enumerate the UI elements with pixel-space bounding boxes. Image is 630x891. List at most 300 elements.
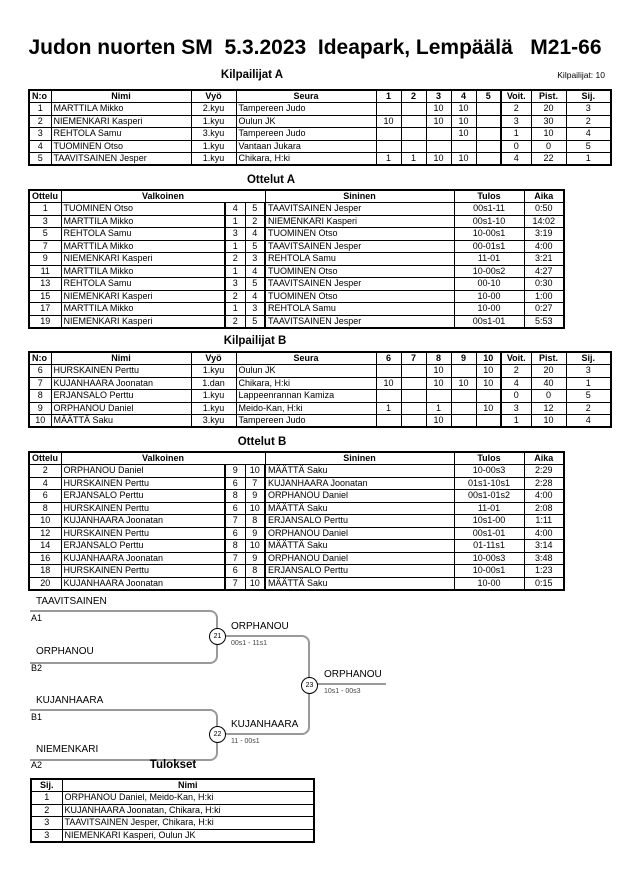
cell: 3:48 (524, 552, 564, 565)
cell: 1 (225, 265, 245, 278)
cell: 6 (225, 502, 245, 515)
cell: 3 (566, 365, 611, 378)
cell: NIEMENKARI Kasperi (51, 115, 191, 128)
cell: 2 (225, 253, 245, 266)
cell: 1 (29, 103, 51, 116)
table-row (29, 552, 564, 565)
cell: TUOMINEN Otso (61, 203, 225, 216)
column-header: 10 (476, 352, 501, 365)
cell: 1 (426, 402, 451, 415)
cell: 10-00s1 (454, 565, 524, 578)
section-title-kilpailijat-a: Kilpailijat A (220, 69, 284, 81)
cell: TAAVITSAINEN Jesper (51, 153, 191, 166)
cell (476, 128, 501, 141)
cell: 10 (29, 415, 51, 428)
cell (426, 390, 451, 403)
cell: ERJANSALO Perttu (51, 390, 191, 403)
table-row (29, 215, 564, 228)
cell: 2 (501, 103, 531, 116)
cell: 5 (245, 203, 265, 216)
cell: 7 (29, 377, 51, 390)
cell: ORPHANOU Daniel, Meido-Kan, H:ki (62, 792, 314, 805)
cell: 00s1-11 (454, 203, 524, 216)
cell: 0 (531, 390, 566, 403)
cell: 13 (29, 278, 61, 291)
cell: 20 (29, 577, 61, 590)
table-row (29, 365, 611, 378)
cell: 20 (531, 365, 566, 378)
bracket-winner-name: ORPHANOU (324, 669, 382, 680)
cell: 3:14 (524, 540, 564, 553)
cell: TAAVITSAINEN Jesper, Chikara, H:ki (62, 817, 314, 830)
cell: 8 (225, 540, 245, 553)
cell: ORPHANOU Daniel (265, 552, 454, 565)
cell: 15 (29, 290, 61, 303)
cell: 3:19 (524, 228, 564, 241)
bracket-slot-name: TAAVITSAINEN (36, 596, 107, 607)
cell: 1:23 (524, 565, 564, 578)
cell: 10 (451, 377, 476, 390)
cell (401, 115, 426, 128)
bracket-slot-seed: A2 (31, 760, 43, 770)
cell: Vantaan Jukara (236, 140, 376, 153)
competitors-count: Kilpailijat: 10 (557, 70, 605, 80)
cell (401, 103, 426, 116)
cell: ORPHANOU Daniel (265, 490, 454, 503)
cell: 10-00s2 (454, 265, 524, 278)
cell: 1.kyu (191, 390, 236, 403)
cell: 0:50 (524, 203, 564, 216)
column-header: Valkoinen (61, 452, 265, 465)
ottelut-a-table (28, 189, 565, 329)
cell: MÄÄTTÄ Saku (265, 502, 454, 515)
cell: 11-01 (454, 502, 524, 515)
cell: ERJANSALO Perttu (265, 515, 454, 528)
bracket-winner-name: KUJANHAARA (231, 719, 299, 730)
table-row (29, 115, 611, 128)
column-header: Vyö (191, 90, 236, 103)
table-row (29, 390, 611, 403)
cell: 5 (245, 240, 265, 253)
cell: 2 (29, 465, 61, 478)
cell: 1 (376, 402, 401, 415)
table-row (31, 829, 314, 842)
cell: 40 (531, 377, 566, 390)
cell: Tampereen Judo (236, 415, 376, 428)
cell (476, 415, 501, 428)
cell (376, 415, 401, 428)
column-header: Sininen (265, 452, 454, 465)
cell (451, 402, 476, 415)
cell: KUJANHAARA Joonatan, Chikara, H:ki (62, 804, 314, 817)
cell (376, 140, 401, 153)
cell: ERJANSALO Perttu (61, 490, 225, 503)
cell: 10-00s3 (454, 552, 524, 565)
cell: 4 (501, 153, 531, 166)
cell: 4 (29, 477, 61, 490)
table-row (29, 265, 564, 278)
cell: 00s1-01s2 (454, 490, 524, 503)
cell: 8 (29, 502, 61, 515)
cell: NIEMENKARI Kasperi (265, 215, 454, 228)
cell: 12 (29, 527, 61, 540)
cell: 00s1-10 (454, 215, 524, 228)
cell: 11 (29, 265, 61, 278)
cell: 4 (501, 377, 531, 390)
cell: 3.kyu (191, 128, 236, 141)
cell: 10 (451, 115, 476, 128)
cell: 2 (225, 290, 245, 303)
column-header: 2 (401, 90, 426, 103)
cell: 6 (29, 365, 51, 378)
cell: MARTTILA Mikko (61, 240, 225, 253)
column-header: 4 (451, 90, 476, 103)
table-row (29, 240, 564, 253)
cell (451, 365, 476, 378)
cell: 5 (245, 278, 265, 291)
cell: 10 (245, 577, 265, 590)
table-row (29, 465, 564, 478)
bracket-final-line (308, 683, 386, 685)
bracket-slot-name: ORPHANOU (36, 646, 94, 657)
column-header: Nimi (51, 352, 191, 365)
cell: HURSKAINEN Perttu (61, 477, 225, 490)
cell: TUOMINEN Otso (265, 290, 454, 303)
cell: 10s1-00 (454, 515, 524, 528)
table-row (29, 415, 611, 428)
cell: MÄÄTTÄ Saku (265, 540, 454, 553)
table-row (29, 565, 564, 578)
cell: TUOMINEN Otso (265, 228, 454, 241)
cell (476, 140, 501, 153)
cell: 1.kyu (191, 140, 236, 153)
cell: 3 (245, 303, 265, 316)
table-row (29, 253, 564, 266)
cell: KUJANHAARA Joonatan (51, 377, 191, 390)
cell: KUJANHAARA Joonatan (265, 477, 454, 490)
column-header: Aika (524, 190, 564, 203)
cell: TAAVITSAINEN Jesper (265, 278, 454, 291)
section-title-ottelut-a: Ottelut A (246, 174, 296, 186)
cell: 01s1-10s1 (454, 477, 524, 490)
column-header: Pist. (531, 90, 566, 103)
cell (401, 365, 426, 378)
cell: 6 (225, 477, 245, 490)
cell: 3 (566, 103, 611, 116)
cell: MARTTILA Mikko (61, 215, 225, 228)
column-header: Valkoinen (61, 190, 265, 203)
cell: Chikara, H:ki (236, 153, 376, 166)
column-header: Nimi (62, 779, 314, 792)
cell: Lappeenrannan Kamiza (236, 390, 376, 403)
cell: 7 (29, 240, 61, 253)
cell: 4 (245, 265, 265, 278)
bracket-match-score: 00s1 - 11s1 (231, 640, 268, 647)
cell: NIEMENKARI Kasperi (61, 315, 225, 328)
cell: 4:27 (524, 265, 564, 278)
header-row (29, 90, 611, 103)
cell: 1 (225, 215, 245, 228)
cell: REHTOLA Samu (61, 278, 225, 291)
cell: 10 (376, 115, 401, 128)
cell: 3.kyu (191, 415, 236, 428)
cell: 2 (501, 365, 531, 378)
cell: 10 (245, 502, 265, 515)
cell: 1 (501, 415, 531, 428)
cell: TAAVITSAINEN Jesper (265, 240, 454, 253)
cell (376, 365, 401, 378)
table-row (29, 303, 564, 316)
table-row (29, 315, 564, 328)
header-row (29, 352, 611, 365)
cell: 10 (29, 515, 61, 528)
cell: 10 (426, 153, 451, 166)
cell: REHTOLA Samu (265, 253, 454, 266)
cell: 7 (225, 552, 245, 565)
column-header: 7 (401, 352, 426, 365)
cell: 10 (451, 153, 476, 166)
cell: 3 (245, 253, 265, 266)
cell: 3 (31, 817, 62, 830)
cell: 9 (245, 527, 265, 540)
column-header: Seura (236, 352, 376, 365)
tulokset-table (30, 778, 315, 843)
cell: 10 (426, 103, 451, 116)
cell: 00-10 (454, 278, 524, 291)
bracket-slot-seed: A1 (31, 613, 43, 623)
column-header: Sij. (31, 779, 62, 792)
cell (401, 390, 426, 403)
cell: 2 (566, 115, 611, 128)
table-row (29, 502, 564, 515)
cell: 2:08 (524, 502, 564, 515)
column-header: Ottelu (29, 190, 61, 203)
cell: 7 (225, 515, 245, 528)
column-header: 6 (376, 352, 401, 365)
kilpailijat-b-table (28, 351, 612, 428)
cell: 8 (225, 490, 245, 503)
cell: 10 (476, 402, 501, 415)
table-row (29, 103, 611, 116)
cell: MARTTILA Mikko (51, 103, 191, 116)
cell: Chikara, H:ki (236, 377, 376, 390)
header-row (31, 779, 314, 792)
table-row (29, 290, 564, 303)
cell: 10 (426, 377, 451, 390)
table-row (31, 804, 314, 817)
cell: MÄÄTTÄ Saku (265, 577, 454, 590)
cell: 1.dan (191, 377, 236, 390)
section-title-kilpailijat-b: Kilpailijat B (223, 335, 287, 347)
cell: 12 (531, 402, 566, 415)
cell: KUJANHAARA Joonatan (61, 552, 225, 565)
cell: 2 (566, 402, 611, 415)
cell: NIEMENKARI Kasperi, Oulun JK (62, 829, 314, 842)
table-row (29, 140, 611, 153)
column-header: N:o (29, 352, 51, 365)
cell: 9 (29, 253, 61, 266)
cell: 2 (31, 804, 62, 817)
header-row (29, 452, 564, 465)
cell: 10 (531, 128, 566, 141)
cell: 1 (566, 377, 611, 390)
cell: 10 (245, 465, 265, 478)
column-header: 5 (476, 90, 501, 103)
cell: 1.kyu (191, 402, 236, 415)
cell (476, 103, 501, 116)
cell (401, 402, 426, 415)
cell: NIEMENKARI Kasperi (61, 253, 225, 266)
cell: MÄÄTTÄ Saku (51, 415, 191, 428)
cell: 1.kyu (191, 365, 236, 378)
cell: 10-00s1 (454, 228, 524, 241)
cell: 0 (531, 140, 566, 153)
cell: 10 (531, 415, 566, 428)
cell: TAAVITSAINEN Jesper (265, 315, 454, 328)
cell: 5 (245, 315, 265, 328)
column-header: 8 (426, 352, 451, 365)
bracket-slot-name: KUJANHAARA (36, 695, 104, 706)
table-row (29, 490, 564, 503)
table-row (29, 153, 611, 166)
cell: REHTOLA Samu (265, 303, 454, 316)
cell: 1 (566, 153, 611, 166)
cell: 1 (225, 303, 245, 316)
column-header: 3 (426, 90, 451, 103)
cell: TAAVITSAINEN Jesper (265, 203, 454, 216)
cell (401, 377, 426, 390)
cell: 0 (501, 390, 531, 403)
cell: 8 (245, 515, 265, 528)
ottelut-b-table (28, 451, 565, 591)
cell: 10 (426, 115, 451, 128)
column-header: N:o (29, 90, 51, 103)
cell (376, 390, 401, 403)
cell: HURSKAINEN Perttu (61, 502, 225, 515)
table-row (29, 577, 564, 590)
cell (451, 415, 476, 428)
cell (376, 128, 401, 141)
cell: TUOMINEN Otso (51, 140, 191, 153)
cell: 6 (225, 565, 245, 578)
cell: 4:00 (524, 490, 564, 503)
cell: REHTOLA Samu (61, 228, 225, 241)
table-row (29, 203, 564, 216)
column-header: Tulos (454, 452, 524, 465)
cell (476, 153, 501, 166)
cell: 10 (451, 128, 476, 141)
cell: 1 (225, 240, 245, 253)
cell: 9 (245, 552, 265, 565)
cell: KUJANHAARA Joonatan (61, 515, 225, 528)
cell: 6 (225, 527, 245, 540)
cell: 1:11 (524, 515, 564, 528)
table-row (31, 792, 314, 805)
bracket-match-score: 10s1 - 00s3 (324, 688, 361, 695)
cell: 11-01 (454, 253, 524, 266)
cell: ERJANSALO Perttu (265, 565, 454, 578)
cell: 17 (29, 303, 61, 316)
cell: 10 (426, 415, 451, 428)
cell: 3 (29, 128, 51, 141)
cell (401, 415, 426, 428)
cell: 2.kyu (191, 103, 236, 116)
cell: MARTTILA Mikko (61, 303, 225, 316)
bracket-slot-seed: B1 (31, 712, 43, 722)
header-row (29, 190, 564, 203)
cell: 4 (245, 228, 265, 241)
column-header: Pist. (531, 352, 566, 365)
cell (476, 115, 501, 128)
cell: ERJANSALO Perttu (61, 540, 225, 553)
cell: Tampereen Judo (236, 103, 376, 116)
cell: 1.kyu (191, 153, 236, 166)
cell: 0:30 (524, 278, 564, 291)
cell: 0 (501, 140, 531, 153)
column-header: Aika (524, 452, 564, 465)
cell: KUJANHAARA Joonatan (61, 577, 225, 590)
cell: 4 (225, 203, 245, 216)
cell: 1 (31, 792, 62, 805)
cell: 3 (225, 278, 245, 291)
cell: 10 (376, 377, 401, 390)
cell: 00s1-01 (454, 315, 524, 328)
table-row (29, 128, 611, 141)
cell: 8 (245, 565, 265, 578)
cell: 1 (29, 203, 61, 216)
cell (451, 390, 476, 403)
table-row (29, 377, 611, 390)
cell (426, 140, 451, 153)
cell: 0:15 (524, 577, 564, 590)
column-header: Voit. (501, 90, 531, 103)
column-header: Vyö (191, 352, 236, 365)
bracket-match-number: 22 (209, 726, 226, 743)
cell: 2 (29, 115, 51, 128)
cell (476, 390, 501, 403)
table-row (31, 817, 314, 830)
cell: 10 (476, 377, 501, 390)
bracket-slot-name: NIEMENKARI (36, 744, 99, 755)
bracket-slot-seed: B2 (31, 663, 43, 673)
cell: 5 (29, 153, 51, 166)
column-header: Tulos (454, 190, 524, 203)
section-title-ottelut-b: Ottelut B (237, 436, 287, 448)
cell: 4:00 (524, 527, 564, 540)
cell: 6 (29, 490, 61, 503)
cell (401, 140, 426, 153)
cell: ORPHANOU Daniel (51, 402, 191, 415)
column-header: Sij. (566, 90, 611, 103)
cell: 01-11s1 (454, 540, 524, 553)
kilpailijat-a-table (28, 89, 612, 166)
cell: Meido-Kan, H:ki (236, 402, 376, 415)
cell: 3:21 (524, 253, 564, 266)
cell: 10-00 (454, 303, 524, 316)
cell: 00-01s1 (454, 240, 524, 253)
cell: 3 (29, 215, 61, 228)
cell: ORPHANOU Daniel (61, 465, 225, 478)
cell: Oulun JK (236, 365, 376, 378)
cell: 9 (245, 490, 265, 503)
cell: 14:02 (524, 215, 564, 228)
cell: 4 (566, 415, 611, 428)
bracket-winner-name: ORPHANOU (231, 621, 289, 632)
cell: 10 (245, 540, 265, 553)
cell: 10-00s3 (454, 465, 524, 478)
cell: 2:28 (524, 477, 564, 490)
cell: 5 (566, 390, 611, 403)
